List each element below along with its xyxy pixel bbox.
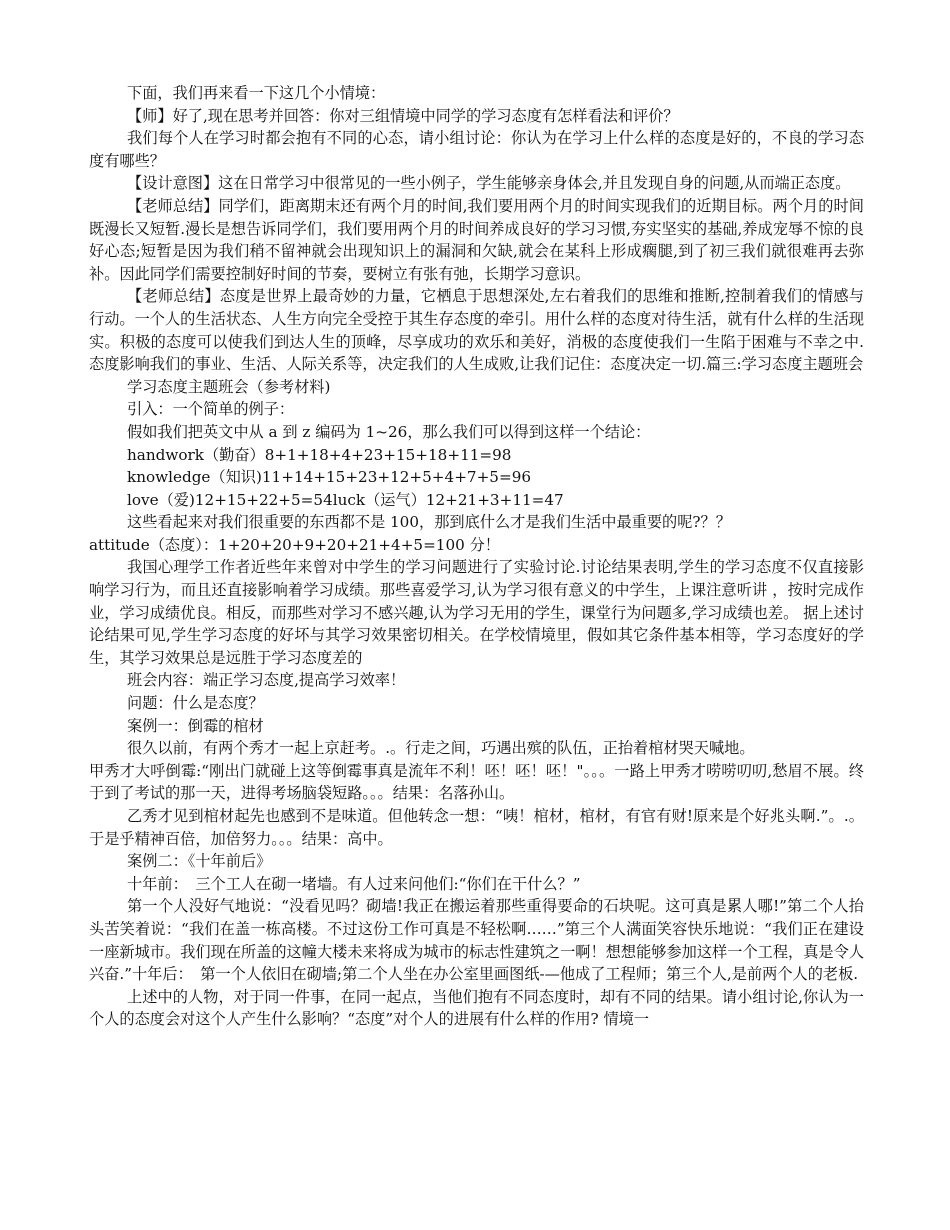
paragraph: 我们每个人在学习时都会抱有不同的心态，请小组讨论：你认为在学习上什么样的态度是好的，不良的学习态度有哪些？ [89, 129, 864, 170]
paragraph: 十年前： 三个工人在砌一堵墙。有人过来问他们:“你们在干什么？” [127, 874, 581, 893]
paragraph: 我国心理学工作者近些年来曾对中学生的学习问题进行了实验讨论.讨论结果表明,学生的学习态度不仅直接影响学习行为，而且还直接影响着学习成绩。那些喜爱学习,认为学习很有意义的中学生，上课注意听讲 ，按时完成作业，学习成绩优良。相反，而那些对学习不感兴趣,认为学习无用的学生，课堂行为问题多,学习成绩也差。 据上述讨论结果可见,学生学习态度的好坏与其学习效果密切相关。在学校情境里，假如其它条件基本相等，学习态度好的学生，其学习效果总是远胜于学习态度差的 [89, 558, 864, 667]
paragraph: 班会内容：端正学习态度,提高学习效率！ [127, 671, 406, 690]
paragraph: 这些看起来对我们很重要的东西都不是 100，那到底什么才是我们生活中最重要的呢?？？ [127, 513, 731, 532]
paragraph: 【老师总结】态度是世界上最奇妙的力量，它栖息于思想深处,左右着我们的思维和推断,控制着我们的情感与行动。一个人的生活状态、人生方向完全受控于其生存态度的牵引。用什么样的态度对待生活，就有什么样的生活现实。积极的态度可以使我们到达人生的顶峰，尽享成功的欢乐和美好，消极的态度使我们一生陷于困难与不幸之中.态度影响我们的事业、生活、人际关系等，决定我们的人生成败,让我们记住：态度决定一切.篇三:学习态度主题班会 [89, 287, 864, 374]
paragraph: handwork（勤奋）8+1+18+4+23+15+18+11=98 [127, 445, 512, 464]
paragraph: 乙秀才见到棺材起先也感到不是味道。但他转念一想：“咦！棺材，棺材，有官有财!原来是个好兆头啊.”。.。于是乎精神百倍，加倍努力。。。结果：高中。 [89, 807, 864, 848]
paragraph: love（爱)12+15+22+5=54luck（运气）12+21+3+11=47 [127, 490, 564, 509]
paragraph: 下面，我们再来看一下这几个小情境： [127, 84, 386, 102]
paragraph: 案例一：倒霉的棺材 [127, 716, 264, 735]
paragraph: 引入：一个简单的例子： [127, 400, 295, 419]
paragraph: 上述中的人物，对于同一件事，在同一起点，当他们抱有不同态度时，却有不同的结果。请小组讨论,你认为一个人的态度会对这个人产生什么影响？“态度”对个人的进展有什么样的作用? 情境一 [89, 987, 864, 1029]
paragraph: 【设计意图】这在日常学习中很常见的一些小例子，学生能够亲身体会,并且发现自身的问题,从而端正态度。 [127, 174, 851, 193]
paragraph: 【老师总结】同学们，距离期末还有两个月的时间,我们要用两个月的时间实现我们的近期目标。两个月的时间既漫长又短暂.漫长是想告诉同学们，我们要用两个月的时间养成良好的学习习惯,夯实坚实的基础,养成宠辱不惊的良好心态;短暂是因为我们稍不留神就会出现知识上的漏洞和欠缺,就会在某科上形成瘸腿,到了初三我们就很难再去弥补。因此同学们需要控制好时间的节奏，要树立有张有弛，长期学习意识。 [89, 196, 864, 283]
paragraph: 案例二：《十年前后》 [127, 852, 272, 871]
paragraph: 假如我们把英文中从 a 到 z 编码为 1~26，那么我们可以得到这样一个结论： [127, 422, 651, 441]
document-body [89, 82, 864, 1031]
paragraph: 问题：什么是态度？ [127, 694, 264, 713]
paragraph: 甲秀才大呼倒霉:“刚出门就碰上这等倒霉事真是流年不利！呸！呸！呸！"。。。一路上甲秀才唠唠叨叨,愁眉不展。终于到了考试的那一天，进得考场脑袋短路。。。结果：名落孙山。 [89, 761, 864, 803]
paragraph: 很久以前，有两个秀才一起上京赶考。.。行走之间，巧遇出殡的队伍，正抬着棺材哭天喊地。 [127, 739, 755, 758]
paragraph: knowledge（知识)11+14+15+23+12+5+4+7+5=96 [127, 468, 532, 487]
paragraph: 学习态度主题班会（参考材料) [127, 377, 331, 396]
paragraph: 第一个人没好气地说：“没看见吗？砌墙!我正在搬运着那些重得要命的石块呢。这可真是累人哪!”第二个人抬头苦笑着说：“我们在盖一栋高楼。不过这份工作可真是不轻松啊……”第三个人满面笑容快乐地说：“我们正在建设一座新城市。我们现在所盖的这幢大楼未来将成为城市的标志性建筑之一啊！想想能够参加这样一个工程，真是令人兴奋.”十年后： 第一个人依旧在砌墙;第二个人坐在办公室里画图纸-—他成了工程师；第三个人,是前两个人的老板. [89, 897, 864, 984]
paragraph: attitude（态度）：1+20+20+9+20+21+4+5=100 分！ [89, 535, 500, 554]
paragraph: 【师】好了,现在思考并回答：你对三组情境中同学的学习态度有怎样看法和评价？ [127, 106, 679, 125]
